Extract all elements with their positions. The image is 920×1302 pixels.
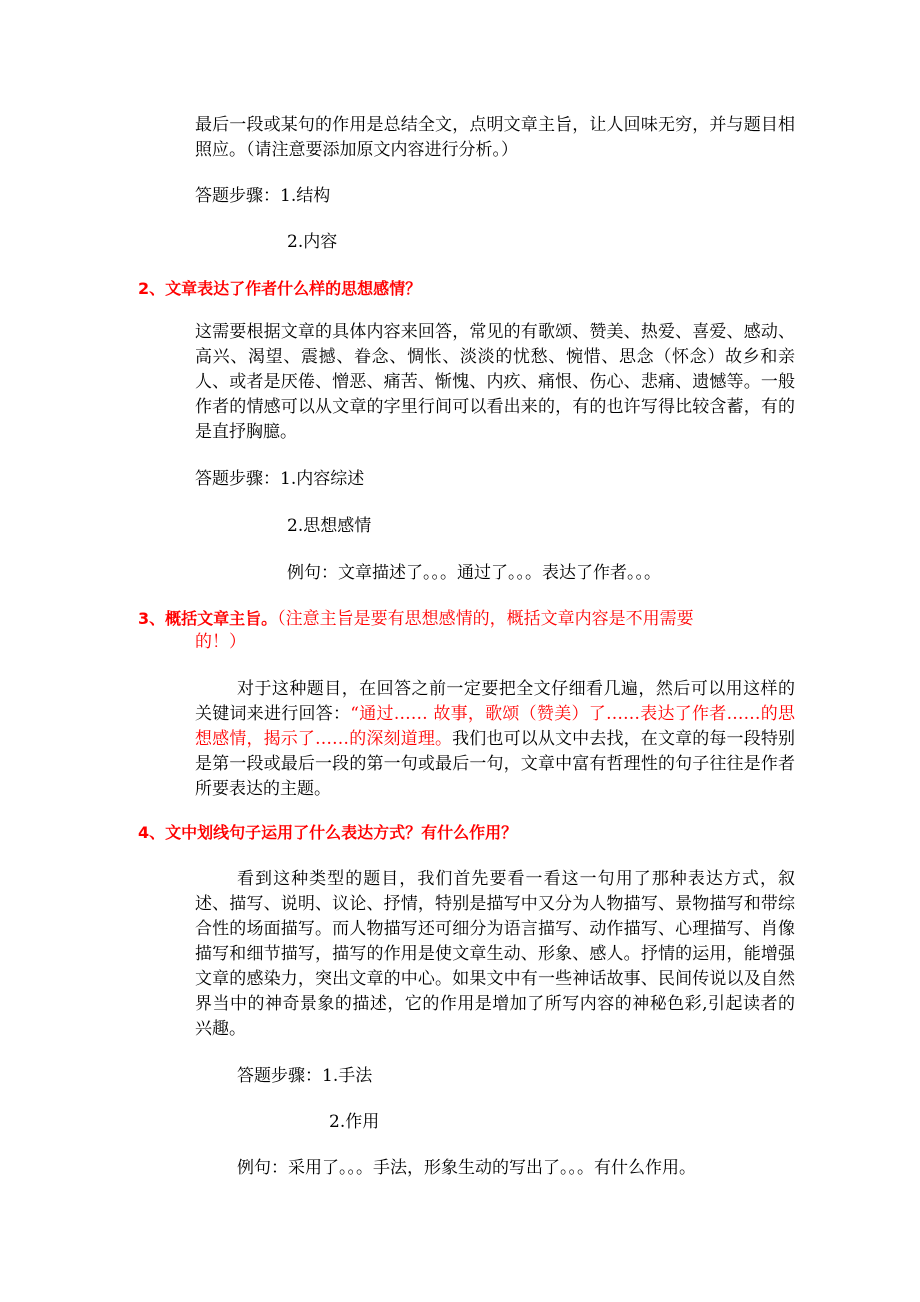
section2-step-2: 2.思想感情 bbox=[287, 516, 372, 536]
section4-paragraph: 看到这种类型的题目，我们首先要看一看这一句用了那种表达方式，叙述、描写、说明、议论、抒情，特别是描写中又分为人物描写、景物描写和带综合性的场面描写。而人物描写还可细分为语言描写、动作描写、心理描写、肖像描写和细节描写，描写的作用是使文章生动、形象、感人。抒情的运用，能增强文章的感染力，突出文章的中心。如果文中有一些神话故事、民间传说以及自然界当中的神奇景象的描述，它的作用是增加了所写内容的神秘色彩,引起读者的兴趣。 bbox=[195, 869, 795, 1039]
intro-steps-label: 答题步骤：1.结构 bbox=[195, 186, 331, 206]
section2-steps-label: 答题步骤：1.内容综述 bbox=[195, 469, 365, 489]
section4-step-2: 2.作用 bbox=[329, 1112, 380, 1132]
section4-heading: 4、文中划线句子运用了什么表达方式？有什么作用？ bbox=[138, 823, 518, 842]
section3-para-highlight: “通过…… 故事，歌颂（赞美）了……表达了作者……的思想感情，揭示了……的深刻道理。 bbox=[195, 704, 795, 749]
section2-example: 例句：文章描述了。。。通过了。。。表达了作者。。。 bbox=[287, 563, 661, 583]
section2-heading: 2、文章表达了作者什么样的思想感情？ bbox=[138, 279, 422, 298]
section3-para-part2: 我们也可以从文中去找，在文章的每一段特别是第一段或最后一段的第一句或最后一句，文章中富有哲理性的句子往往是作者所要表达的主题。 bbox=[195, 729, 796, 799]
section3-heading: 3、概括文章主旨。 bbox=[138, 609, 278, 628]
section3-heading-line bbox=[138, 606, 798, 632]
section3-para-part1: 对于这种题目，在回答之前一定要把全文仔细看几遍，然后可以用这样的关键词来进行回答： bbox=[195, 679, 795, 724]
section3-note-line2: 的！） bbox=[195, 632, 246, 652]
section4-steps-label: 答题步骤：1.手法 bbox=[237, 1066, 373, 1086]
section4-example: 例句：采用了。。。手法，形象生动的写出了。。。有什么作用。 bbox=[237, 1158, 696, 1178]
intro-step-2: 2.内容 bbox=[287, 232, 338, 252]
section2-paragraph: 这需要根据文章的具体内容来回答，常见的有歌颂、赞美、热爱、喜爱、感动、高兴、渴望、震撼、眷念、惆怅、淡淡的忧愁、惋惜、思念（怀念）故乡和亲人、或者是厌倦、憎恶、痛苦、惭愧、内疚、痛恨、伤心、悲痛、遗憾等。一般作者的情感可以从文章的字里行间可以看出来的，有的也许写得比较含蓄，有的是直抒胸臆。 bbox=[195, 322, 795, 442]
intro-paragraph: 最后一段或某句的作用是总结全文，点明文章主旨，让人回味无穷，并与题目相照应。（请注意要添加原文内容进行分析。） bbox=[195, 115, 795, 160]
section3-note-line1: （注意主旨是要有思想感情的，概括文章内容是不用需要 bbox=[277, 609, 694, 629]
section3-paragraph bbox=[195, 677, 795, 802]
